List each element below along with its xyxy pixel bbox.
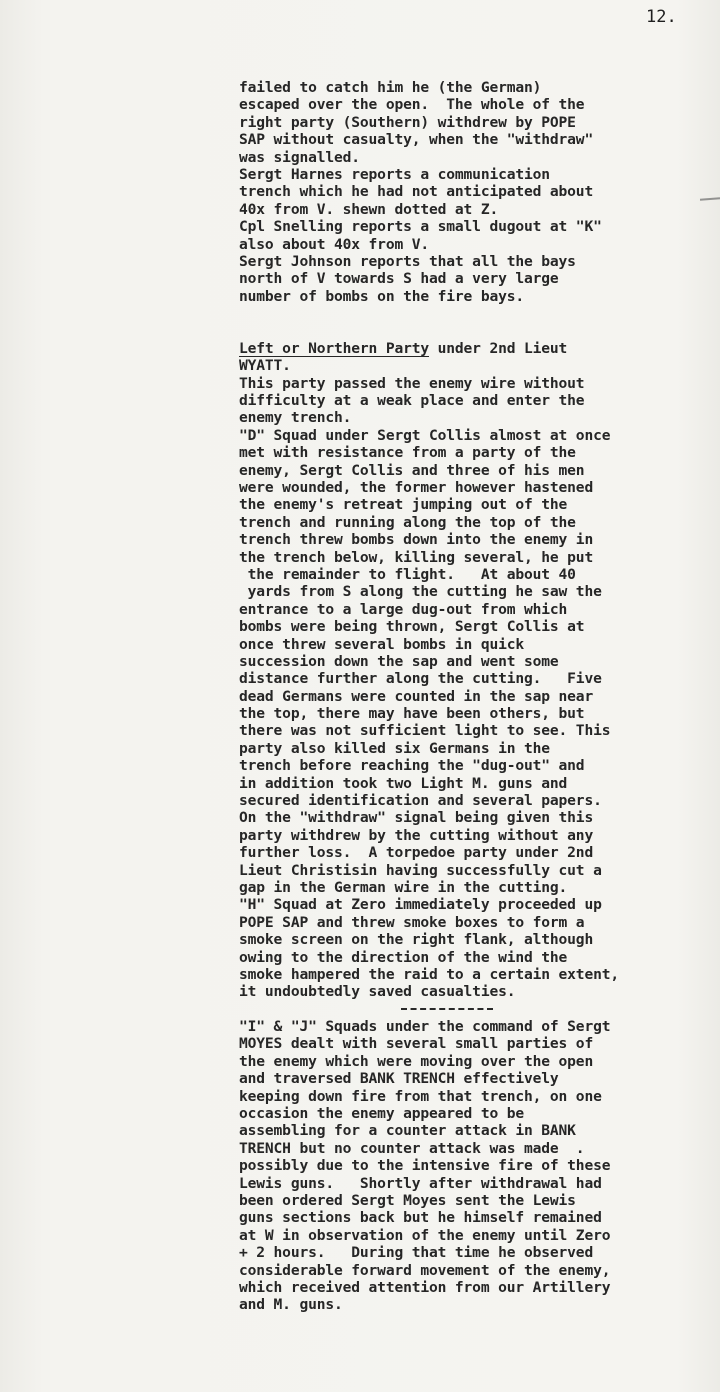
text-line: bombs were being thrown, Sergt Collis at — [239, 618, 585, 636]
report-text — [239, 79, 720, 1314]
section-heading — [239, 340, 720, 357]
text-line: there was not sufficient light to see. This — [239, 722, 611, 740]
text-line: occasion the enemy appeared to be — [239, 1105, 524, 1123]
text-line: POPE SAP and threw smoke boxes to form a — [239, 913, 585, 931]
text-line: and M. guns. — [239, 1296, 343, 1314]
text-line: north of V towards S had a very large — [239, 270, 559, 288]
text-line: Lieut Christisin having successfully cut a — [239, 861, 602, 879]
text-line: smoke hampered the raid to a certain extent, — [239, 965, 619, 983]
text-line: trench before reaching the "dug-out" and — [239, 757, 585, 775]
text-line: once threw several bombs in quick — [239, 635, 524, 653]
text-line: and traversed BANK TRENCH effectively — [239, 1070, 559, 1088]
text-line: Lewis guns. Shortly after withdrawal had — [239, 1174, 602, 1192]
text-line: dead Germans were counted in the sap near — [239, 687, 594, 705]
text-line: party also killed six Germans in the — [239, 739, 550, 757]
text-line: owing to the direction of the wind the — [239, 948, 568, 966]
text-line: Sergt Johnson reports that all the bays — [239, 252, 576, 270]
text-line: This party passed the enemy wire without — [239, 374, 585, 392]
text-line: were wounded, the former however hastened — [239, 478, 594, 496]
heading-rest: under 2nd Lieut — [429, 339, 568, 357]
text-line: the remainder to flight. At about 40 — [239, 565, 576, 583]
text-line: distance further along the cutting. Five — [239, 670, 602, 688]
text-line: also about 40x from V. — [239, 235, 429, 253]
text-line: possibly due to the intensive fire of these — [239, 1157, 611, 1175]
text-line: + 2 hours. During that time he observed — [239, 1244, 594, 1262]
text-line: enemy trench. — [239, 409, 352, 427]
text-line: yards from S along the cutting he saw the — [239, 583, 602, 601]
text-line: considerable forward movement of the enemy, — [239, 1261, 611, 1279]
text-line: trench threw bombs down into the enemy in — [239, 531, 594, 549]
separator-dashes — [401, 1008, 493, 1010]
paragraph-lewis-guns — [239, 1018, 720, 1314]
heading-officer: WYATT. — [239, 357, 291, 375]
text-line: in addition took two Light M. guns and — [239, 774, 568, 792]
text-line: "D" Squad under Sergt Collis almost at once — [239, 426, 611, 444]
text-line: number of bombs on the fire bays. — [239, 287, 524, 305]
text-line: Sergt Harnes reports a communication — [239, 165, 550, 183]
text-line: at W in observation of the enemy until Zero — [239, 1226, 611, 1244]
text-line: trench and running along the top of the — [239, 513, 576, 531]
text-line: guns sections back but he himself remained — [239, 1209, 602, 1227]
paragraph-right-party — [239, 79, 720, 305]
text-line: On the "withdraw" signal being given this — [239, 809, 594, 827]
text-line: succession down the sap and went some — [239, 652, 559, 670]
text-line: enemy, Sergt Collis and three of his men — [239, 461, 585, 479]
text-line: it undoubtedly saved casualties. — [239, 983, 516, 1001]
text-line: 40x from V. shewn dotted at Z. — [239, 200, 499, 218]
text-line: which received attention from our Artillery — [239, 1278, 611, 1296]
text-line: TRENCH but no counter attack was made . — [239, 1139, 585, 1157]
text-line: difficulty at a weak place and enter the — [239, 392, 585, 410]
text-line: the top, there may have been others, but — [239, 705, 585, 723]
text-line: met with resistance from a party of the — [239, 444, 576, 462]
text-line: "I" & "J" Squads under the command of Sergt — [239, 1018, 611, 1036]
text-line: been ordered Sergt Moyes sent the Lewis — [239, 1192, 576, 1209]
page-number: 12. — [646, 7, 677, 27]
text-line: smoke screen on the right flank, although — [239, 931, 594, 949]
text-line: gap in the German wire in the cutting. — [239, 878, 568, 896]
text-line: further loss. A torpedoe party under 2nd — [239, 844, 594, 862]
separator — [239, 1001, 720, 1018]
text-line: escaped over the open. The whole of the — [239, 96, 585, 114]
text-line: secured identification and several papers. — [239, 792, 602, 810]
text-line: keeping down fire from that trench, on one — [239, 1087, 602, 1105]
heading-underlined: Left or Northern Party — [239, 339, 429, 357]
text-line: trench which he had not anticipated about — [239, 183, 594, 201]
text-line: was signalled. — [239, 148, 360, 166]
text-line: the enemy which were moving over the open — [239, 1052, 594, 1070]
text-line: assembling for a counter attack in BANK — [239, 1122, 576, 1140]
text-line: right party (Southern) withdrew by POPE — [239, 113, 576, 131]
text-line: party withdrew by the cutting without any — [239, 826, 594, 844]
spacer — [239, 305, 720, 322]
text-line: SAP without casualty, when the "withdraw" — [239, 131, 594, 149]
text-line: MOYES dealt with several small parties of — [239, 1035, 594, 1053]
text-line: the trench below, killing several, he put — [239, 548, 594, 566]
text-line: "H" Squad at Zero immediately proceeded up — [239, 896, 602, 914]
paragraph-left-party — [239, 375, 720, 1001]
text-line: the enemy's retreat jumping out of the — [239, 496, 568, 514]
text-line: Cpl Snelling reports a small dugout at "K" — [239, 218, 602, 236]
spacer — [239, 322, 720, 339]
text-line: entrance to a large dug-out from which — [239, 600, 568, 618]
text-line: failed to catch him he (the German) — [239, 79, 542, 96]
